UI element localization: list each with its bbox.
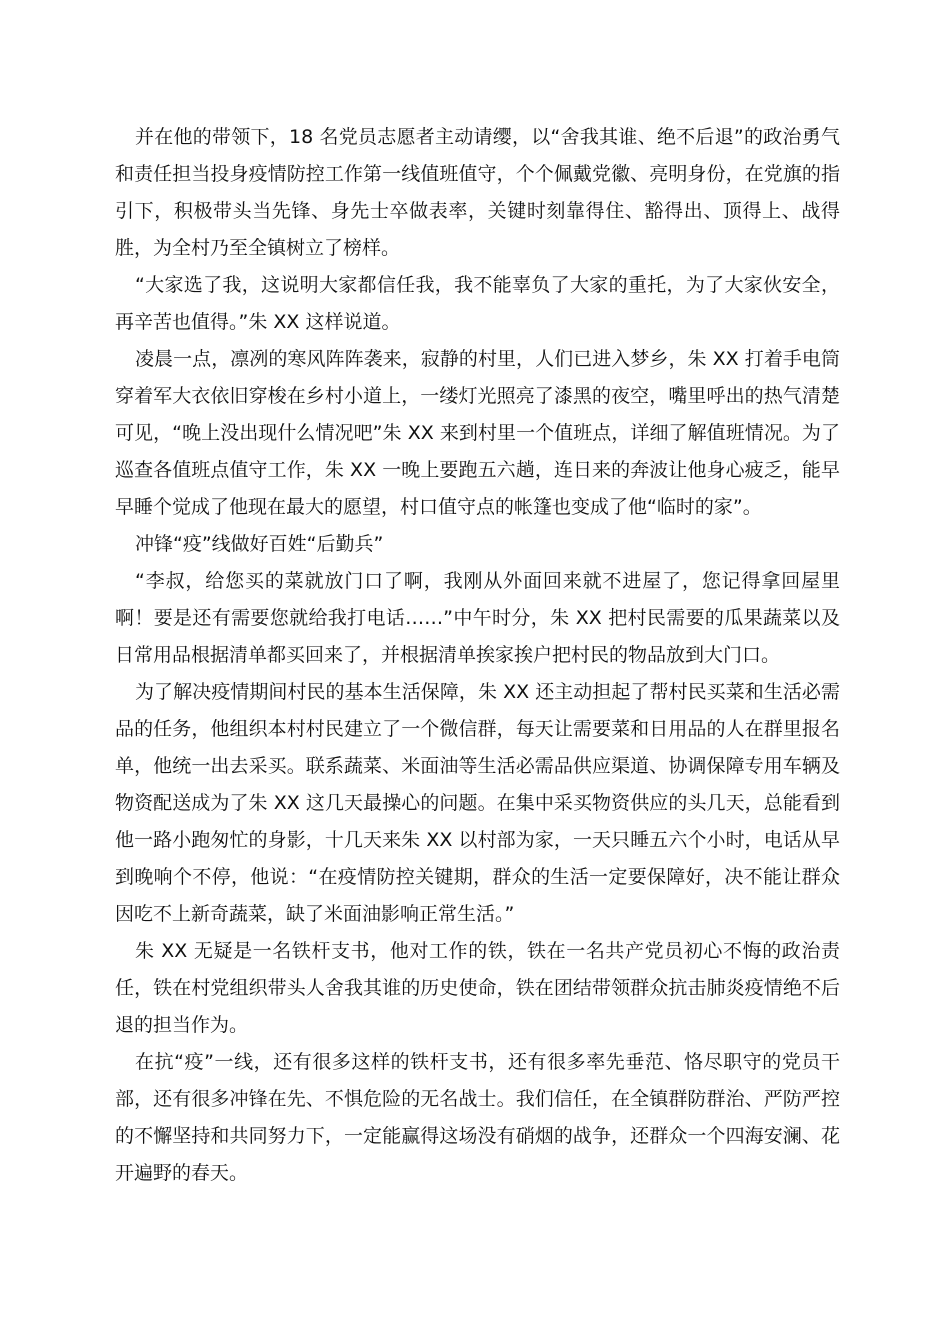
document-page: [115, 119, 840, 1192]
paragraph-night-patrol: 凌晨一点，凛冽的寒风阵阵袭来，寂静的村里，人们已进入梦乡，朱 XX 打着手电筒穿着军大衣依旧穿梭在乡村小道上，一缕灯光照亮了漆黑的夜空，嘴里呼出的热气清楚可见，“晚上没出现什么情况吧”朱 XX 来到村里一个值班点，详细了解值班情况。为了巡查各值班点值守工作，朱 XX 一晚上要跑五六趟，连日来的奔波让他身心疲乏，能早早睡个觉成了他现在最大的愿望，村口值守点的帐篷也变成了他“临时的家”。: [115, 348, 840, 518]
paragraph-supply-service: 为了解决疫情期间村民的基本生活保障，朱 XX 还主动担起了帮村民买菜和生活必需品的任务，他组织本村村民建立了一个微信群，每天让需要菜和日用品的人在群里报名单，他统一出去采买。联系蔬菜、米面油等生活必需品供应渠道、协调保障专用车辆及物资配送成为了朱 XX 这几天最操心的问题。在集中采买物资供应的头几天，总能看到他一路小跑匆忙的身影，十几天来朱 XX 以村部为家，一天只睡五六个小时，电话从早到晚响个不停，他说：“在疫情防控关键期，群众的生活一定要保障好，决不能让群众因吃不上新奇蔬菜，缺了米面油影响正常生活。”: [115, 681, 840, 925]
paragraph-iron-secretary: 朱 XX 无疑是一名铁杆支书，他对工作的铁，铁在一名共产党员初心不悔的政治责任，铁在村党组织带头人舍我其谁的历史使命，铁在团结带领群众抗击肺炎疫情绝不后退的担当作为。: [115, 940, 840, 1036]
paragraph-volunteers: 并在他的带领下，18 名党员志愿者主动请缨，以“舍我其谁、绝不后退”的政治勇气和责任担当投身疫情防控工作第一线值班值守，个个佩戴党徽、亮明身份，在党旗的指引下，积极带头当先锋、身先士卒做表率，关键时刻靠得住、豁得出、顶得上、战得胜，为全村乃至全镇树立了榜样。: [115, 126, 840, 259]
section-heading: 冲锋“疫”线做好百姓“后勤兵”: [135, 533, 384, 555]
paragraph-conclusion: 在抗“疫”一线，还有很多这样的铁杆支书，还有很多率先垂范、恪尽职守的党员干部，还有很多冲锋在先、不惧危险的无名战士。我们信任，在全镇群防群治、严防严控的不懈坚持和共同努力下，一定能赢得这场没有硝烟的战争，还群众一个四海安澜、花开遍野的春天。: [115, 1051, 840, 1184]
paragraph-quote-trust: “大家选了我，这说明大家都信任我，我不能辜负了大家的重托，为了大家伙安全，再辛苦也值得。”朱 XX 这样说道。: [115, 274, 840, 333]
paragraph-quote-groceries: “李叔，给您买的菜就放门口了啊，我刚从外面回来就不进屋了，您记得拿回屋里啊！要是还有需要您就给我打电话……”中午时分，朱 XX 把村民需要的瓜果蔬菜以及日常用品根据清单都买回来了，并根据清单挨家挨户把村民的物品放到大门口。: [115, 570, 840, 666]
